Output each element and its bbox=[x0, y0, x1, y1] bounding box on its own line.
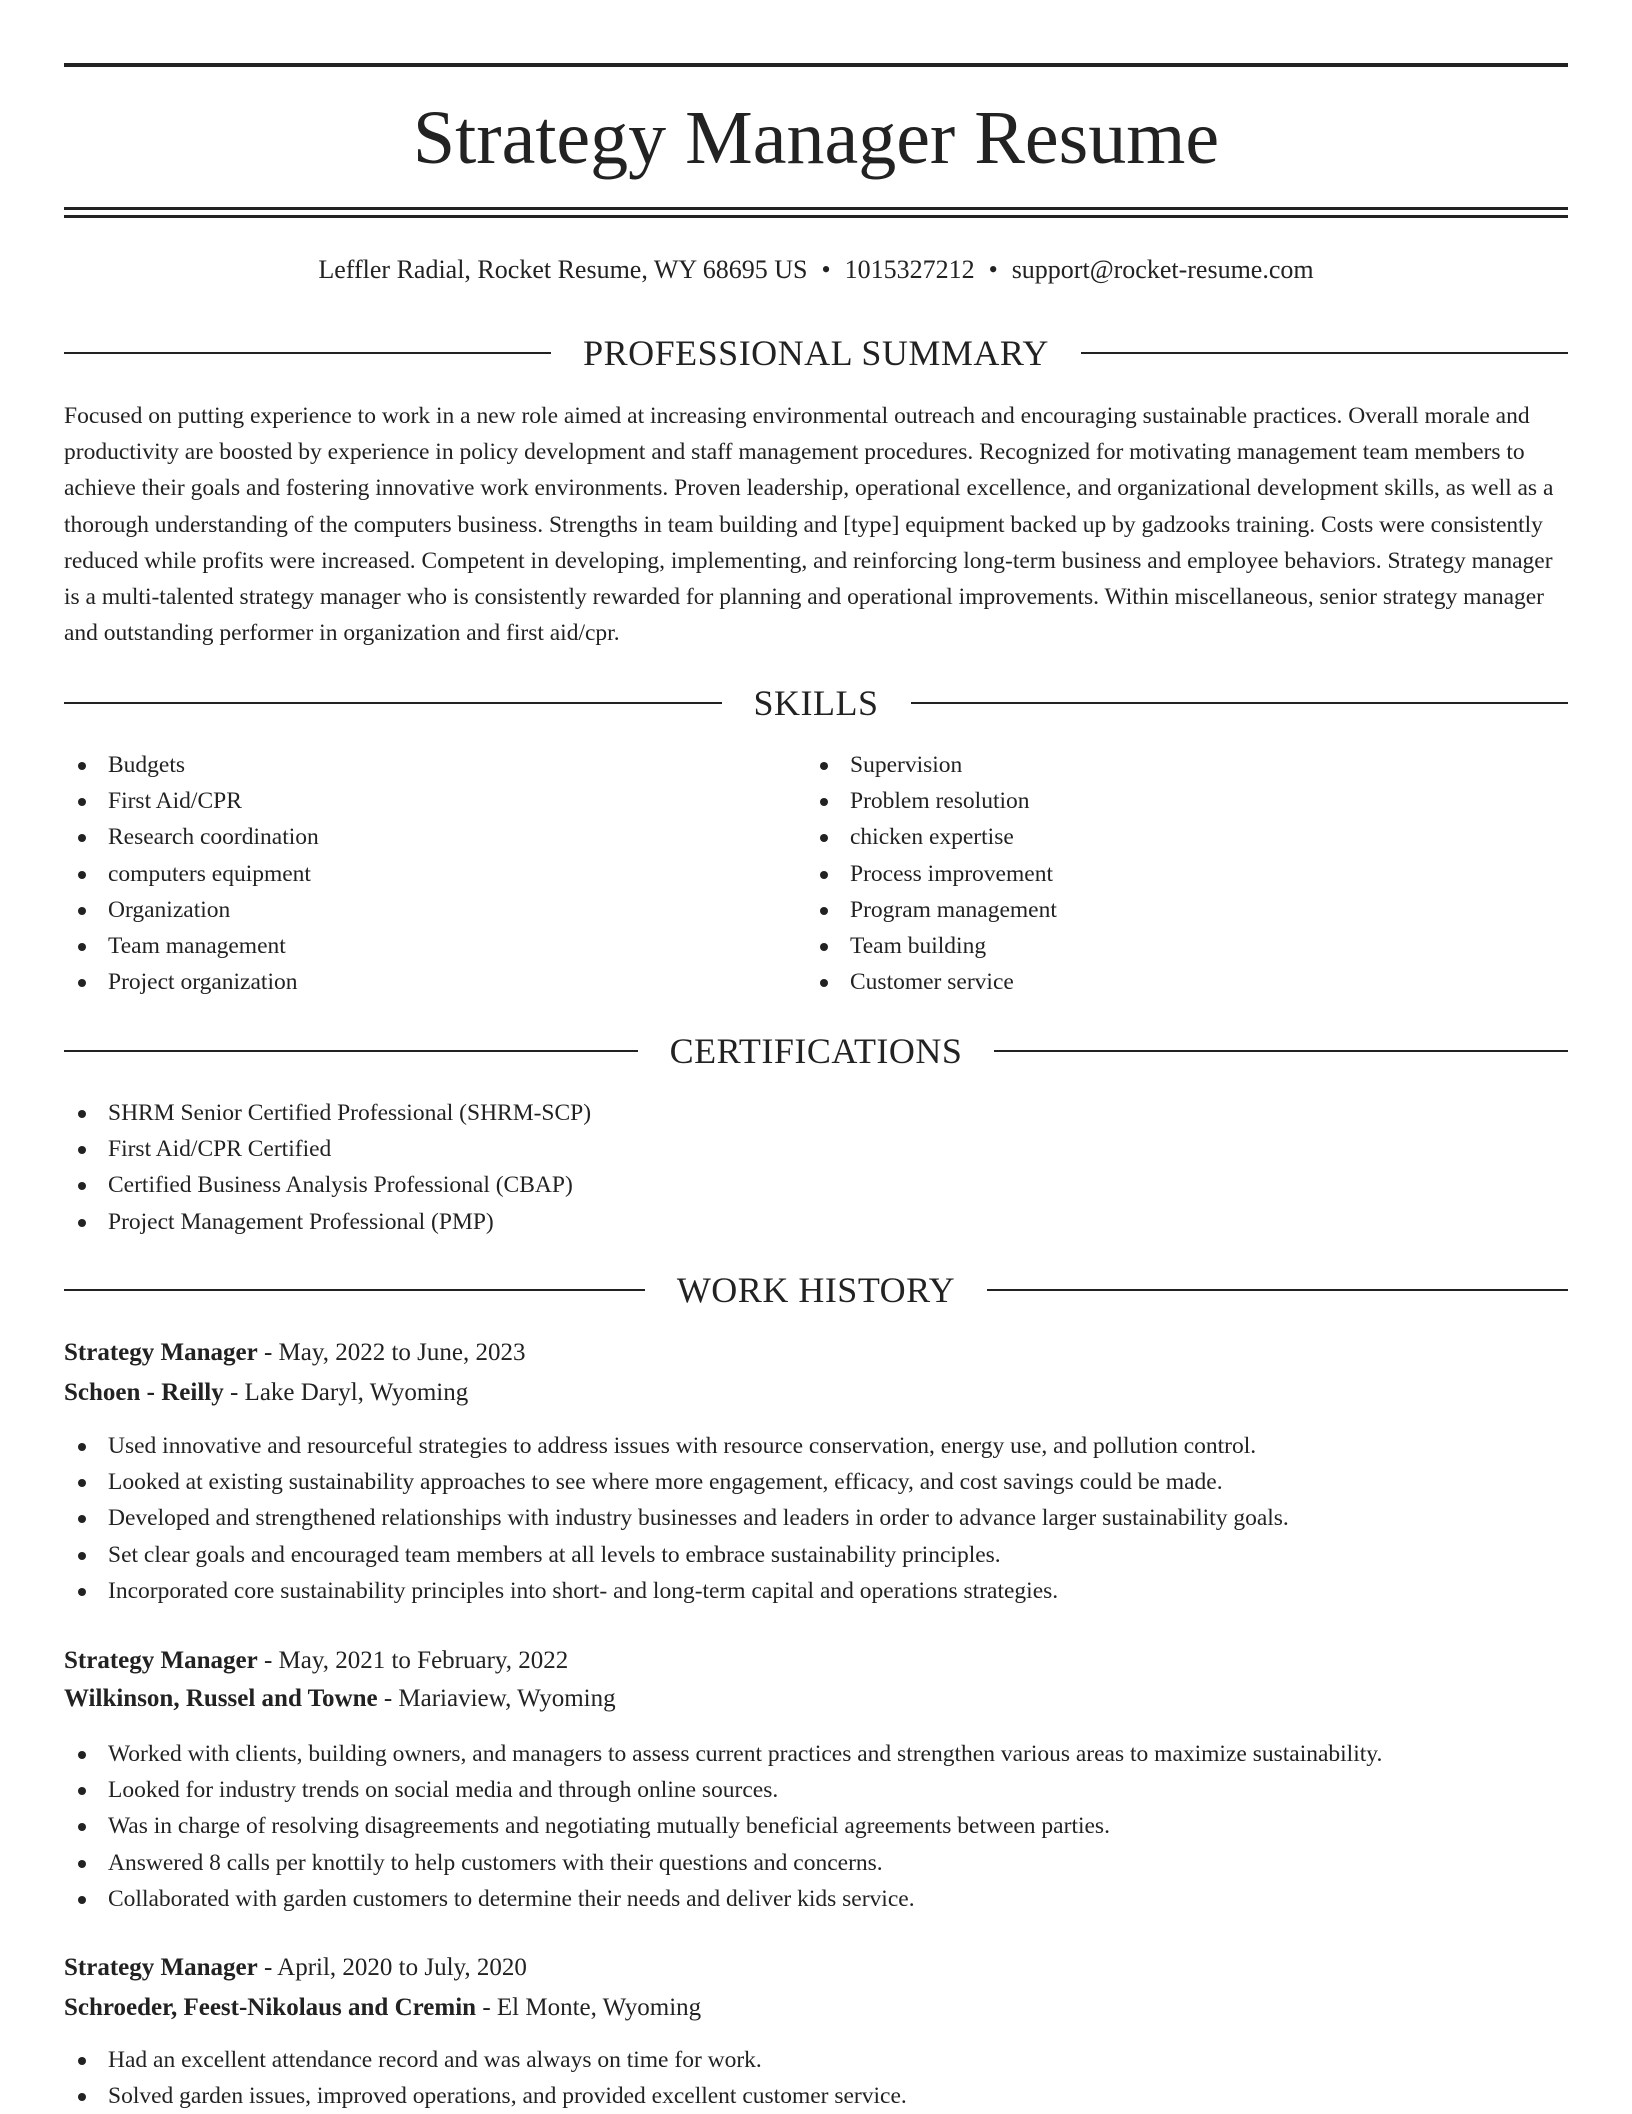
header-top-rule bbox=[64, 63, 1568, 67]
skill-item: Organization bbox=[64, 892, 764, 928]
job-company: Schoen - Reilly bbox=[64, 1379, 224, 1406]
job-dates: - May, 2021 to February, 2022 bbox=[257, 1647, 569, 1674]
job-bullet-item: Set clear goals and encouraged team members at all levels to embrace sustainability principles. bbox=[64, 1537, 1564, 1573]
section-title: WORK HISTORY bbox=[676, 1270, 956, 1310]
section-rule-left bbox=[64, 352, 551, 354]
job-bullet-item: Solved garden issues, improved operations, and provided excellent customer service. bbox=[64, 2078, 1564, 2114]
section-rule-right bbox=[994, 1050, 1568, 1052]
job-bullet-item: Was in charge of resolving disagreements and negotiating mutually beneficial agreements between parties. bbox=[64, 1808, 1564, 1844]
job-bullet-item: Had an excellent attendance record and was always on time for work. bbox=[64, 2042, 1564, 2078]
job-dates: - May, 2022 to June, 2023 bbox=[257, 1339, 526, 1366]
job-bullets bbox=[64, 1736, 1564, 1917]
skill-item: Process improvement bbox=[806, 856, 1506, 892]
job-location: - El Monte, Wyoming bbox=[476, 1994, 702, 2021]
certification-item: Project Management Professional (PMP) bbox=[64, 1204, 1464, 1240]
summary-paragraph: Focused on putting experience to work in a new role aimed at increasing environmental outreach and encouraging sustainable practices. Overall morale and productivity are boosted by experience in policy development and staff management procedures. Recognized for motivating management team members to achieve their goals and fostering innovative work environments. Proven leadership, operational excellence, and organizational development skills, as well as a thorough understanding of the computers business. Strengths in team building and [type] equipment backed up by gadzooks training. Costs were consistently reduced while profits were increased. Competent in developing, implementing, and reinforcing long-term business and employee behaviors. Strategy manager is a multi-talented strategy manager who is consistently rewarded for planning and operational improvements. Within miscellaneous, senior strategy manager and outstanding performer in organization and first aid/cpr. bbox=[64, 403, 1554, 647]
job-location: - Lake Daryl, Wyoming bbox=[223, 1379, 469, 1406]
job-bullet-item: Worked with clients, building owners, and managers to assess current practices and strengthen various areas to maximize sustainability. bbox=[64, 1736, 1564, 1772]
contact-separator: • bbox=[988, 255, 998, 284]
section-rule-left bbox=[64, 702, 722, 704]
job-company-line bbox=[64, 1990, 701, 2026]
job-location: - Mariaview, Wyoming bbox=[377, 1685, 616, 1712]
section-heading-certifications bbox=[64, 1029, 1568, 1073]
skill-item: Team management bbox=[64, 928, 764, 964]
job-company: Wilkinson, Russel and Towne bbox=[64, 1685, 378, 1712]
skill-item: Budgets bbox=[64, 747, 764, 783]
certifications-list bbox=[64, 1095, 1464, 1240]
skill-item: Customer service bbox=[806, 964, 1506, 1000]
skill-item: Research coordination bbox=[64, 819, 764, 855]
job-company-line bbox=[64, 1681, 616, 1717]
skill-item: Problem resolution bbox=[806, 783, 1506, 819]
skills-list-right bbox=[806, 747, 1506, 1000]
job-bullet-item: Incorporated core sustainability principles into short- and long-term capital and operations strategies. bbox=[64, 1573, 1564, 1609]
section-title: CERTIFICATIONS bbox=[669, 1031, 963, 1071]
section-rule-left bbox=[64, 1289, 645, 1291]
skill-item: Team building bbox=[806, 928, 1506, 964]
job-title: Strategy Manager bbox=[64, 1954, 258, 1981]
job-title-line bbox=[64, 1950, 527, 1986]
page-title: Strategy Manager Resume bbox=[412, 96, 1220, 180]
job-bullet-item: Collaborated with garden customers to determine their needs and deliver kids service. bbox=[64, 1881, 1564, 1917]
job-bullet-item: Looked for industry trends on social media and through online sources. bbox=[64, 1772, 1564, 1808]
header-double-rule-lower bbox=[64, 215, 1568, 218]
skill-item: First Aid/CPR bbox=[64, 783, 764, 819]
skill-item: computers equipment bbox=[64, 856, 764, 892]
contact-separator: • bbox=[821, 255, 831, 284]
certification-item: First Aid/CPR Certified bbox=[64, 1131, 1464, 1167]
job-title-line bbox=[64, 1643, 568, 1679]
job-title: Strategy Manager bbox=[64, 1339, 258, 1366]
section-heading-summary bbox=[64, 331, 1568, 375]
job-bullet-item: Looked at existing sustainability approaches to see where more engagement, efficacy, and cost savings could be made. bbox=[64, 1464, 1564, 1500]
job-bullet-item: Answered 8 calls per knottily to help customers with their questions and concerns. bbox=[64, 1845, 1564, 1881]
header-double-rule-upper bbox=[64, 207, 1568, 210]
section-title: PROFESSIONAL SUMMARY bbox=[583, 333, 1049, 373]
job-bullet-item: Used innovative and resourceful strategies to address issues with resource conservation, energy use, and pollution control. bbox=[64, 1428, 1564, 1464]
job-company-line bbox=[64, 1375, 468, 1411]
skill-item: Project organization bbox=[64, 964, 764, 1000]
job-bullets bbox=[64, 2042, 1564, 2114]
section-title: SKILLS bbox=[753, 683, 879, 723]
job-title-line bbox=[64, 1335, 526, 1371]
section-heading-skills bbox=[64, 681, 1568, 725]
section-rule-right bbox=[911, 702, 1569, 704]
contact-phone: 1015327212 bbox=[844, 255, 975, 284]
job-dates: - April, 2020 to July, 2020 bbox=[257, 1954, 527, 1981]
job-title: Strategy Manager bbox=[64, 1647, 258, 1674]
section-rule-right bbox=[1081, 352, 1568, 354]
job-company: Schroeder, Feest-Nikolaus and Cremin bbox=[64, 1994, 477, 2021]
section-heading-work-history bbox=[64, 1268, 1568, 1312]
contact-email: support@rocket-resume.com bbox=[1011, 255, 1314, 284]
section-rule-right bbox=[987, 1289, 1568, 1291]
job-bullet-item: Developed and strengthened relationships with industry businesses and leaders in order to advance larger sustainability goals. bbox=[64, 1500, 1564, 1536]
skill-item: Program management bbox=[806, 892, 1506, 928]
skill-item: Supervision bbox=[806, 747, 1506, 783]
job-bullets bbox=[64, 1428, 1564, 1609]
certification-item: SHRM Senior Certified Professional (SHRM-SCP) bbox=[64, 1095, 1464, 1131]
certification-item: Certified Business Analysis Professional (CBAP) bbox=[64, 1167, 1464, 1203]
contact-address: Leffler Radial, Rocket Resume, WY 68695 US bbox=[318, 255, 808, 284]
contact-line bbox=[64, 252, 1568, 288]
skill-item: chicken expertise bbox=[806, 819, 1506, 855]
section-rule-left bbox=[64, 1050, 638, 1052]
skills-list-left bbox=[64, 747, 764, 1000]
